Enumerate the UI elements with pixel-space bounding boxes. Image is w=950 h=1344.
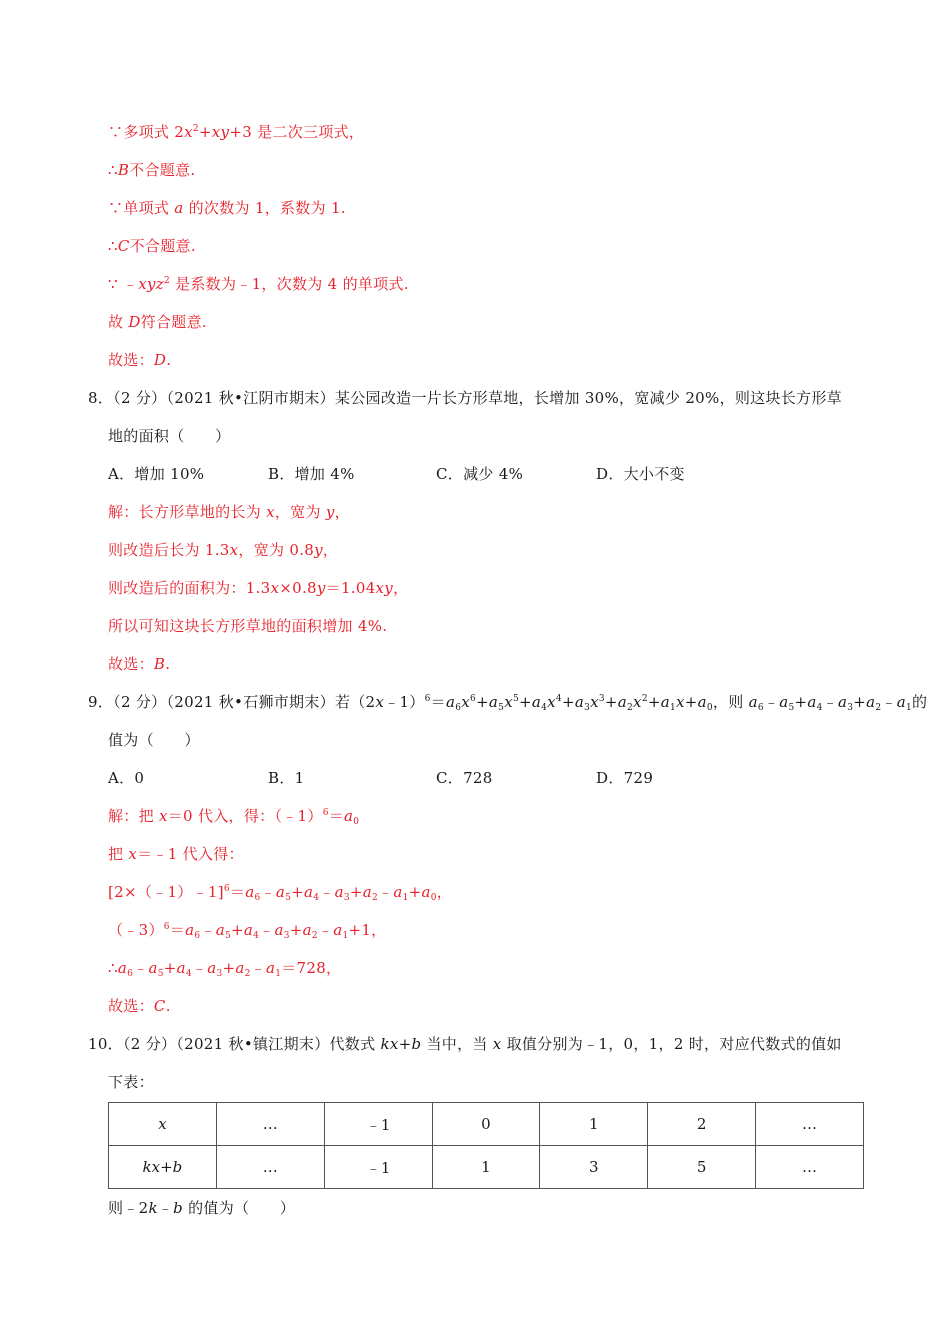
table-cell: 5 (648, 1146, 756, 1189)
q8-solution-line-1: 解：长方形草地的长为 x，宽为 y， (108, 503, 350, 521)
table-cell: x (109, 1103, 217, 1146)
q9-stem-line-2: 值为（ ） (108, 731, 200, 749)
table-cell: 3 (540, 1146, 648, 1189)
q10-value-table (108, 1102, 864, 1189)
q8-solution-line-4: 所以可知这块长方形草地的面积增加 4%. (108, 617, 388, 635)
table-cell: 1 (540, 1103, 648, 1146)
table-cell: … (216, 1146, 324, 1189)
table-cell: ﹣1 (324, 1103, 432, 1146)
table-row (109, 1103, 864, 1146)
table-cell: 2 (648, 1103, 756, 1146)
q9-answer: 故选：C. (108, 997, 171, 1015)
q8-stem-line-1: 8．（2 分）（2021 秋•江阴市期末）某公园改造一片长方形草地，长增加 30%，宽减少 20%，则这块长方形草 (88, 389, 842, 407)
q7-solution-line-1: ∵多项式 $2x^2+xy+3$ 是二次三项式， (108, 123, 365, 141)
q8-option-d: D．大小不变 (596, 465, 685, 483)
table-cell: 1 (432, 1146, 540, 1189)
table-row (109, 1146, 864, 1189)
table-cell: … (756, 1103, 864, 1146)
table-cell: ﹣1 (324, 1146, 432, 1189)
q7-solution-line-2: ∴B不合题意. (108, 161, 196, 179)
q10-question-tail: 则﹣2k﹣b 的值为（ ） (108, 1199, 296, 1217)
q7-answer: 故选：D. (108, 351, 172, 369)
q10-stem-line-1: 10．（2 分）（2021 秋•镇江期末）代数式 kx+b 当中，当 x 取值分别为﹣1，0，1，2 时，对应代数式的值如 (88, 1035, 842, 1053)
table-cell: kx+b (109, 1146, 217, 1189)
q7-solution-line-6: 故 D符合题意. (108, 313, 207, 331)
q10-stem-line-2: 下表： (108, 1073, 154, 1091)
q8-solution-line-2: 则改造后长为 1.3x，宽为 0.8y， (108, 541, 339, 559)
q9-solution-line-2: 把 x＝﹣1 代入得： (108, 845, 244, 863)
q9-solution-line-3: $[2\times(﹣1)﹣1]^6=a_6﹣a_5+a_4﹣a_3+a_2﹣a_1+a_0$， (108, 883, 453, 903)
q7-solution-line-4: ∴C不合题意. (108, 237, 196, 255)
q8-option-c: C．减少 4% (436, 465, 524, 483)
q7-solution-line-5: ∵ ﹣xyz$^2$ 是系数为﹣1，次数为 4 的单项式. (108, 275, 409, 293)
q9-option-b: B．1 (268, 769, 305, 787)
q8-option-a: A．增加 10% (108, 465, 205, 483)
q9-stem-line-1: 9．（2 分）（2021 秋•石狮市期末）若$(2x﹣1)^6=a_6x^6+a_5x^5+a_4x^4+a_3x^3+a_2x^2+a_1x+a_0$，则 $a_6﹣a_5+a_4﹣a_3+a_2﹣a_1$的 (88, 693, 928, 713)
q9-option-c: C．728 (436, 769, 493, 787)
q9-solution-line-1: 解：把 x＝0 代入，得：$(﹣1)^6=a_0$ (108, 807, 360, 827)
table-cell: 0 (432, 1103, 540, 1146)
q8-answer: 故选：B. (108, 655, 171, 673)
table-cell: … (756, 1146, 864, 1189)
q9-solution-line-5: $\therefore a_6﹣a_5+a_4﹣a_3+a_2﹣a_1=728$， (108, 959, 342, 979)
q9-option-a: A．0 (108, 769, 145, 787)
table-cell: … (216, 1103, 324, 1146)
q8-stem-line-2: 地的面积（ ） (108, 427, 231, 445)
q9-option-d: D．729 (596, 769, 654, 787)
q9-solution-line-4: $(﹣3)^6=a_6﹣a_5+a_4﹣a_3+a_2﹣a_1+1$， (108, 921, 387, 941)
q8-option-b: B．增加 4% (268, 465, 355, 483)
q8-solution-line-3: 则改造后的面积为：1.3x×0.8y＝1.04xy， (108, 579, 409, 597)
q7-solution-line-3: ∵单项式 a 的次数为 1，系数为 1. (108, 199, 346, 217)
